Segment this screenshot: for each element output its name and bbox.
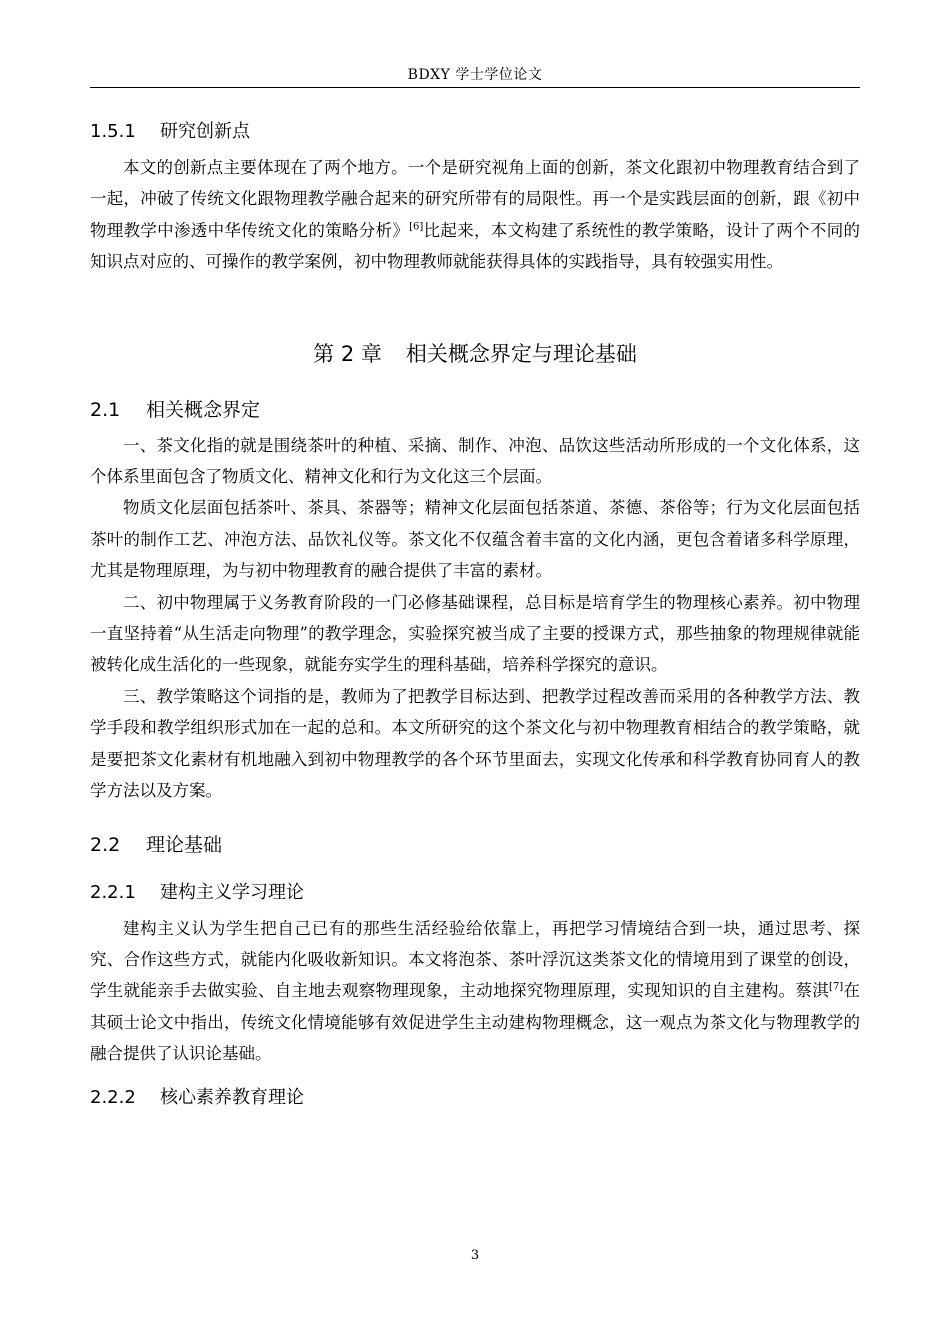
paragraph-text: 比起来，本文构建了系统性的教学策略，设计了两个不同的知识点对应的、可操作的教学案例，初中物理教师就能获得具体的实践指导，具有较强实用性。 xyxy=(90,220,861,272)
paragraph-text: 本文的创新点主要体现在了两个地方。一个是研究视角上面的创新，茶文化跟初中物理教育结合到了一起，冲破了传统文化跟物理教学融合起来的研究所带有的局限性。再一个是实践层面的创新，跟《初中物理教学中渗透中华传统文化的策略分析》 xyxy=(90,158,860,240)
section-title: 相关概念界定 xyxy=(146,398,261,421)
section-heading-2-2-2 xyxy=(90,1078,860,1118)
paragraph-teaching-strategy: 三、教学策略这个词指的是，教师为了把教学目标达到、把教学过程改善而采用的各种教学方法、教学手段和教学组织形式加在一起的总和。本文所研究的这个茶文化与初中物理教育相结合的教学策略，就是要把茶文化素材有机地融入到初中物理教学的各个环节里面去，实现文化传承和科学教育协同育人的教学方法以及方案。 xyxy=(90,686,860,801)
section-heading-2-2-1 xyxy=(90,873,860,913)
section-number: 2.2 xyxy=(90,833,121,856)
citation-marker: [7] xyxy=(829,981,844,993)
paragraph-junior-physics: 二、初中物理属于义务教育阶段的一门必修基础课程，总目标是培育学生的物理核心素养。初中物理一直坚持着“从生活走向物理”的教学理念，实验探究被当成了主要的授课方式，那些抽象的物理规律就能被转化成生活化的一些现象，就能夯实学生的理科基础，培养科学探究的意识。 xyxy=(90,592,860,675)
section-title: 理论基础 xyxy=(146,833,223,856)
paragraph-text: 建构主义认为学生把自己已有的那些生活经验给依靠上，再把学习情境结合到一块，通过思考、探究、合作这些方式，就能内化吸收新知识。本文将泡茶、茶叶浮沉这类茶文化的情境用到了课堂的创设，学生就能亲手去做实验、自主地去观察物理现象，主动地探究物理原理，实现知识的自主建构。蔡淇 xyxy=(90,918,860,1001)
paragraph-constructivism xyxy=(90,913,860,1070)
chapter-number: 第 2 章 xyxy=(313,341,382,366)
chapter-title: 相关概念界定与理论基础 xyxy=(405,341,637,366)
paragraph-tea-culture: 一、茶文化指的就是围绕茶叶的种植、采摘、制作、冲泡、品饮这些活动所形成的一个文化体系，这个体系里面包含了物质文化、精神文化和行为文化这三个层面。 xyxy=(90,435,860,487)
citation-marker: [6] xyxy=(409,221,424,233)
section-title: 研究创新点 xyxy=(160,121,250,142)
chapter-heading xyxy=(90,326,860,382)
section-number: 1.5.1 xyxy=(90,121,136,142)
page-body xyxy=(90,112,860,1118)
section-title: 建构主义学习理论 xyxy=(160,881,304,903)
paragraph-innovation xyxy=(90,152,860,278)
running-header: BDXY 学士学位论文 xyxy=(407,67,543,83)
section-number: 2.2.2 xyxy=(90,1086,136,1108)
section-number: 2.1 xyxy=(90,398,121,421)
header-rule xyxy=(90,87,860,88)
section-title: 核心素养教育理论 xyxy=(160,1086,304,1108)
paragraph-text: 在其硕士论文中指出，传统文化情境能够有效促进学生主动建构物理概念，这一观点为茶文化与物理教学的融合提供了认识论基础。 xyxy=(90,981,861,1064)
section-heading-1-5-1 xyxy=(90,112,860,152)
paragraph-culture-levels: 物质文化层面包括茶叶、茶具、茶器等；精神文化层面包括茶道、茶德、茶俗等；行为文化层面包括茶叶的制作工艺、冲泡方法、品饮礼仪等。茶文化不仅蕴含着丰富的文化内涵，更包含着诸多科学原理，尤其是物理原理，为与初中物理教育的融合提供了丰富的素材。 xyxy=(90,498,860,581)
page-number: 3 xyxy=(470,1248,480,1263)
section-heading-2-2 xyxy=(90,825,860,865)
section-heading-2-1 xyxy=(90,390,860,430)
section-number: 2.2.1 xyxy=(90,881,136,903)
